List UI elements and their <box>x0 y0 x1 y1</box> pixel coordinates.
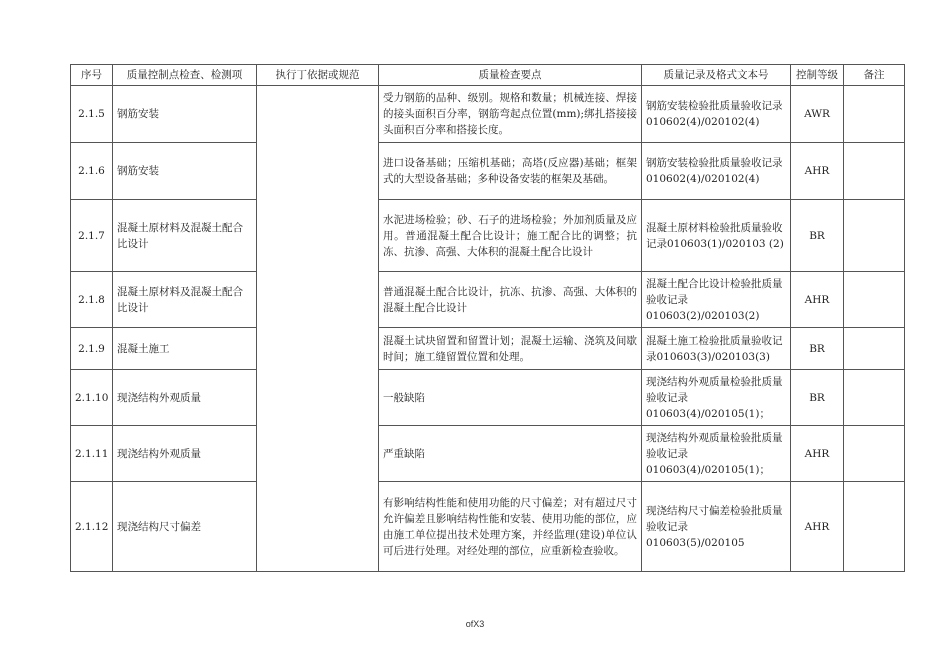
row-points: 受力钢筋的品种、级别。规格和数量；机械连接、焊接的接头面积百分率，钢筋弯起点位置(mm);绑扎搭接接头面积百分率和搭接长度。 <box>379 86 642 143</box>
row-remark <box>844 370 905 426</box>
table-row <box>71 272 905 328</box>
row-points: 混凝土试块留置和留置计划；混凝土运输、浇筑及间歇时间；施工缝留置位置和处理。 <box>379 328 642 370</box>
row-control: AHR <box>791 426 844 482</box>
row-control: AHR <box>791 272 844 328</box>
header-item: 质量控制点检查、检测项 <box>113 65 257 86</box>
row-record: 混凝土施工检验批质量验收记录010603(3)/020103(3) <box>642 328 791 370</box>
row-number: 2.1.8 <box>71 272 113 328</box>
row-remark <box>844 86 905 143</box>
row-record: 混凝土配合比设计检验批质量验收记录010603(2)/020103(2) <box>642 272 791 328</box>
table-row <box>71 200 905 272</box>
header-points: 质量检查要点 <box>379 65 642 86</box>
header-seq: 序号 <box>71 65 113 86</box>
table-row <box>71 426 905 482</box>
row-control: BR <box>791 200 844 272</box>
header-row <box>71 65 905 86</box>
row-points: 水泥进场检验；砂、石子的进场检验；外加剂质量及应用。普通混凝土配合比设计；施工配合比的调整；抗冻、抗渗、高强、大体积的混凝土配合比设计 <box>379 200 642 272</box>
row-record: 钢筋安装检验批质量验收记录010602(4)/020102(4) <box>642 143 791 200</box>
row-remark <box>844 200 905 272</box>
row-record: 钢筋安装检验批质量验收记录010602(4)/020102(4) <box>642 86 791 143</box>
header-control: 控制等级 <box>791 65 844 86</box>
row-points: 有影响结构性能和使用功能的尺寸偏差；对有超过尺寸允许偏差且影响结构性能和安装、使用功能的部位，应由施工单位提出技术处理方案，并经监理(建设)单位认可后进行处理。对经处理的部位，应重新检查验收。 <box>379 482 642 572</box>
row-number: 2.1.11 <box>71 426 113 482</box>
row-remark <box>844 426 905 482</box>
row-number: 2.1.5 <box>71 86 113 143</box>
row-record: 现浇结构外观质量检验批质量验收记录010603(4)/020105(1)； <box>642 370 791 426</box>
row-number: 2.1.9 <box>71 328 113 370</box>
row-item: 混凝土原材料及混凝土配合比设计 <box>113 200 257 272</box>
row-remark <box>844 272 905 328</box>
row-control: BR <box>791 370 844 426</box>
row-control: AHR <box>791 482 844 572</box>
row-number: 2.1.6 <box>71 143 113 200</box>
row-remark <box>844 328 905 370</box>
row-record: 混凝土原材料检验批质量验收记录010603(1)/020103 (2) <box>642 200 791 272</box>
table-row <box>71 328 905 370</box>
row-points: 进口设备基础；压缩机基础；高塔(反应器)基础；框架式的大型设备基础；多种设备安装的框架及基础。 <box>379 143 642 200</box>
row-item: 现浇结构外观质量 <box>113 426 257 482</box>
row-control: AWR <box>791 86 844 143</box>
row-number: 2.1.10 <box>71 370 113 426</box>
spec-cell <box>257 86 379 572</box>
row-control: BR <box>791 328 844 370</box>
row-item: 现浇结构尺寸偏差 <box>113 482 257 572</box>
row-item: 现浇结构外观质量 <box>113 370 257 426</box>
row-number: 2.1.7 <box>71 200 113 272</box>
table-row <box>71 86 905 143</box>
row-record: 现浇结构尺寸偏差检验批质量验收记录010603(5)/020105 <box>642 482 791 572</box>
row-number: 2.1.12 <box>71 482 113 572</box>
row-points: 一般缺陷 <box>379 370 642 426</box>
row-item: 混凝土原材料及混凝土配合比设计 <box>113 272 257 328</box>
header-record: 质量记录及格式文本号 <box>642 65 791 86</box>
header-spec: 执行丁依据或规范 <box>257 65 379 86</box>
row-points: 普通混凝土配合比设计，抗冻、抗渗、高强、大体积的混凝土配合比设计 <box>379 272 642 328</box>
page-number: ofX3 <box>465 619 485 629</box>
table-row <box>71 482 905 572</box>
header-remark: 备注 <box>844 65 905 86</box>
row-item: 混凝土施工 <box>113 328 257 370</box>
row-remark <box>844 482 905 572</box>
row-remark <box>844 143 905 200</box>
row-record: 现浇结构外观质量检验批质量验收记录010603(4)/020105(1)； <box>642 426 791 482</box>
table-row <box>71 143 905 200</box>
quality-control-table <box>70 64 905 572</box>
row-points: 严重缺陷 <box>379 426 642 482</box>
row-control: AHR <box>791 143 844 200</box>
table-row <box>71 370 905 426</box>
row-item: 钢筋安装 <box>113 143 257 200</box>
row-item: 钢筋安装 <box>113 86 257 143</box>
